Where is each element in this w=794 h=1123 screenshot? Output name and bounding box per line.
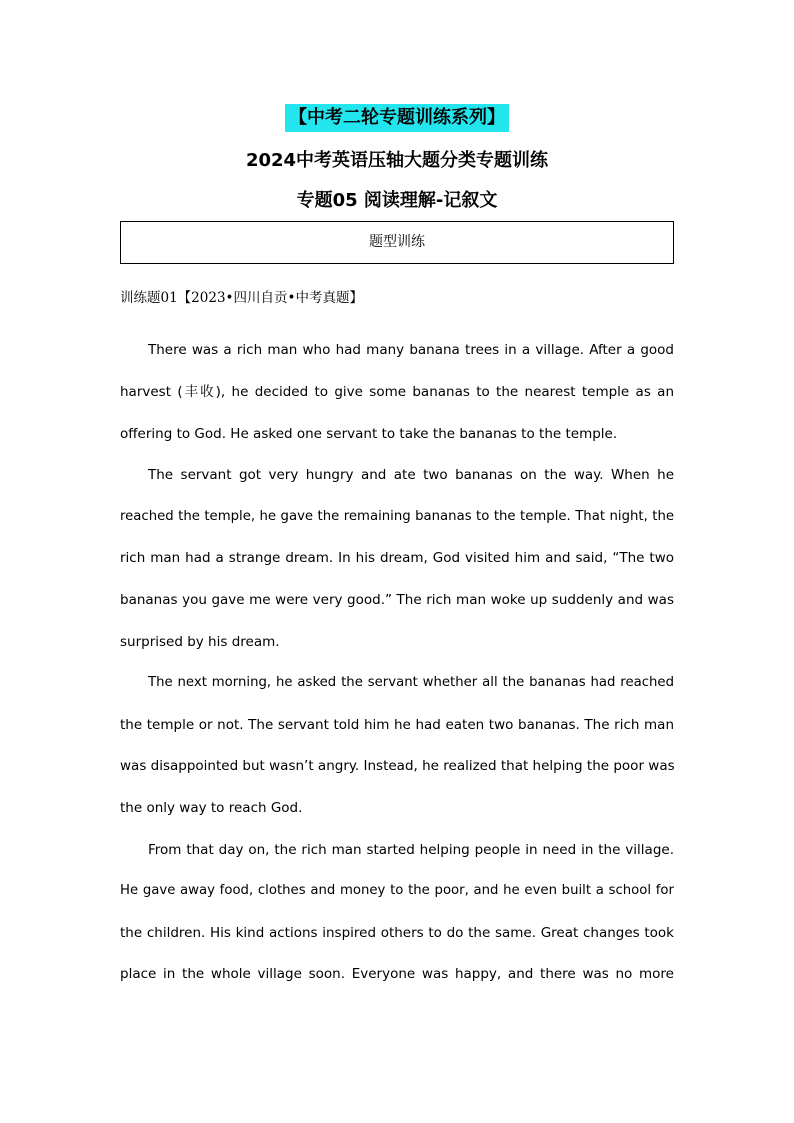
passage-line: harvest (丰收), he decided to give some bananas to the nearest temple as an (120, 384, 674, 400)
passage-line: The servant got very hungry and ate two bananas on the way. When he (148, 467, 674, 483)
passage-line: was disappointed but wasn’t angry. Instead, he realized that helping the poor was (120, 758, 675, 774)
main-title: 2024中考英语压轴大题分类专题训练 (245, 150, 549, 171)
passage-line: surprised by his dream. (120, 634, 280, 650)
exercise-label: 训练题01【2023•四川自贡•中考真题】 (120, 290, 363, 306)
passage-line: rich man had a strange dream. In his dream, God visited him and said, “The two (120, 550, 674, 566)
passage-line: The next morning, he asked the servant whether all the bananas had reached (148, 675, 674, 690)
passage-line: offering to God. He asked one servant to take the bananas to the temple. (120, 426, 618, 442)
topic-subtitle: 专题05 阅读理解-记叙文 (296, 190, 498, 211)
passage-line: He gave away food, clothes and money to the poor, and he even built a school for (120, 883, 674, 898)
passage-line: There was a rich man who had many banana trees in a village. After a good (148, 342, 674, 358)
passage-line: reached the temple, he gave the remaining bananas to the temple. That night, the (120, 509, 674, 524)
passage-line: place in the whole village soon. Everyone was happy, and there was no more (120, 966, 674, 982)
passage-line: From that day on, the rich man started helping people in need in the village. (148, 842, 674, 858)
passage-line: the children. His kind actions inspired others to do the same. Great changes took (120, 925, 674, 941)
section-label: 题型训练 (369, 234, 425, 250)
passage-line: the only way to reach God. (120, 800, 303, 816)
passage-line: the temple or not. The servant told him he had eaten two bananas. The rich man (120, 717, 674, 733)
series-title-banner: 【中考二轮专题训练系列】 (285, 104, 509, 132)
passage-line: bananas you gave me were very good.” The rich man woke up suddenly and was (120, 592, 674, 608)
section-header-box (120, 221, 674, 264)
